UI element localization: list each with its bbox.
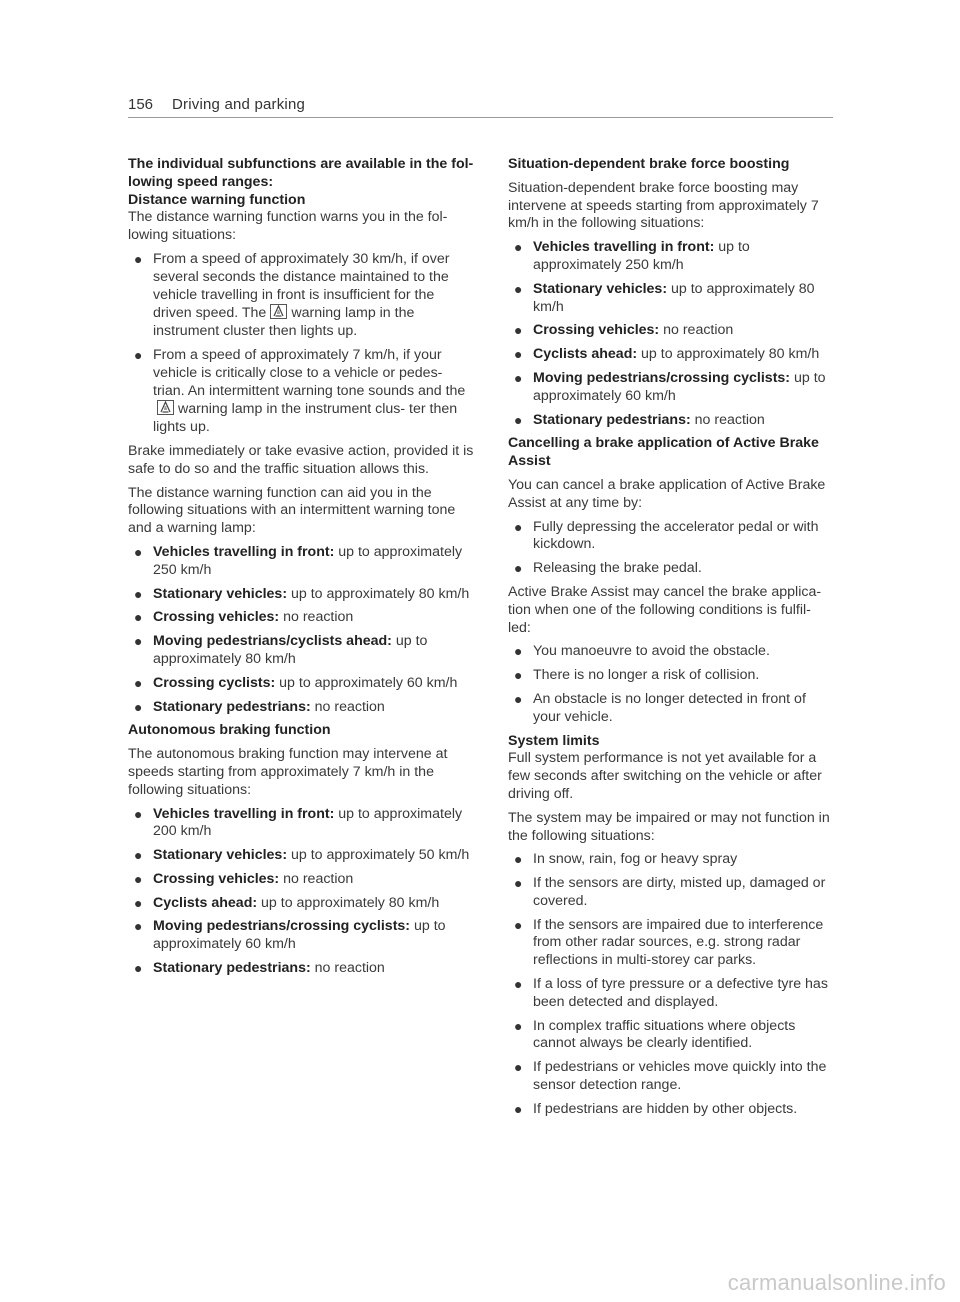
bullet-dot-icon: ● — [134, 674, 143, 691]
list-item — [128, 251, 475, 341]
list-item-text: no reaction — [310, 698, 385, 715]
system-limits-list — [508, 851, 834, 1118]
list-item — [128, 633, 475, 669]
distance-warning-speeds-list — [128, 544, 475, 716]
list-item-text: no reaction — [279, 870, 354, 887]
autonomous-braking-list — [128, 806, 475, 978]
list-item-label: Cyclists ahead: — [533, 346, 638, 363]
list-item — [128, 895, 475, 913]
cancel-brake-intro: You can cancel a brake application of Active Brake Assist at any time by: — [508, 476, 826, 511]
system-limits-text: Full system performance is not yet available for a few seconds after switching on the vehicle or after driving off. — [508, 750, 822, 802]
list-item-text: no reaction — [659, 322, 734, 339]
list-item-text: up to approximately 200 km/h — [153, 805, 463, 840]
list-item-text: There is no longer a risk of collision. — [533, 667, 760, 684]
bullet-dot-icon: ● — [514, 280, 523, 297]
list-item-text: up to approximately 250 km/h — [153, 543, 463, 578]
bullet-dot-icon: ● — [514, 1059, 523, 1076]
bullet-dot-icon: ● — [514, 667, 523, 684]
list-item-text: warning lamp in the instrument cluster then lights up. — [153, 305, 415, 340]
list-item-text: no reaction — [690, 411, 765, 428]
list-item — [508, 281, 834, 317]
left-column — [128, 156, 475, 984]
autonomous-braking-heading: Autonomous braking function — [128, 722, 331, 739]
list-item — [508, 519, 834, 555]
list-item-label: Stationary vehicles: — [153, 847, 288, 864]
list-item-text: In complex traffic situations where objects cannot always be clearly identified. — [533, 1017, 796, 1052]
list-item-text: Releasing the brake pedal. — [533, 560, 702, 577]
speed-ranges-heading-line2: lowing speed ranges: — [128, 173, 274, 190]
bullet-dot-icon: ● — [134, 633, 143, 650]
brake-force-boosting-heading: Situation-dependent brake force boosting — [508, 156, 790, 172]
list-item-text: From a speed of approximately 7 km/h, if your vehicle is critically close to a vehicle or pedes- trian. An intermittent warning tone sounds and the — [153, 346, 466, 399]
distance-warning-aid-text: The distance warning function can aid you in the following situations with an intermittent warning tone and a warning lamp: — [128, 484, 456, 537]
autonomous-braking-intro: The autonomous braking function may intervene at speeds starting from approximately 7 km/h in the following situations: — [128, 746, 448, 798]
distance-warning-list — [128, 251, 475, 437]
bullet-dot-icon: ● — [514, 1017, 523, 1034]
list-item — [508, 691, 834, 727]
bullet-dot-icon: ● — [514, 518, 523, 535]
list-item-text: up to approximately 80 km/h — [637, 346, 820, 363]
bullet-dot-icon: ● — [134, 870, 143, 887]
list-item-text: up to approximately 80 km/h — [153, 633, 428, 667]
list-item-text: Fully depressing the accelerator pedal or with kickdown. — [533, 518, 819, 553]
list-item — [508, 1018, 834, 1054]
list-item-label: Crossing vehicles: — [533, 322, 660, 339]
brake-advice-text: Brake immediately or take evasive action, provided it is safe to do so and the traffic situation allows this. — [128, 442, 474, 477]
list-item-text: If pedestrians or vehicles move quickly into the sensor detection range. — [533, 1059, 827, 1094]
bullet-dot-icon: ● — [134, 609, 143, 626]
page-header — [128, 96, 833, 118]
list-item — [508, 1059, 834, 1095]
list-item — [508, 560, 834, 578]
brake-force-boosting-list — [508, 239, 834, 429]
list-item-label: Stationary vehicles: — [153, 585, 288, 602]
bullet-dot-icon: ● — [514, 239, 523, 256]
list-item-text: up to approximately 250 km/h — [533, 239, 750, 273]
list-item-label: Crossing cyclists: — [153, 674, 276, 691]
page-number: 156 — [128, 96, 154, 113]
bullet-dot-icon: ● — [514, 346, 523, 363]
list-item — [128, 871, 475, 889]
list-item — [508, 643, 834, 661]
list-item-label: Vehicles travelling in front: — [153, 805, 335, 822]
list-item-label: Crossing vehicles: — [153, 609, 280, 626]
list-item-text: up to approximately 60 km/h — [533, 369, 826, 404]
list-item — [128, 586, 475, 604]
bullet-dot-icon: ● — [514, 411, 523, 428]
list-item — [128, 544, 475, 580]
system-limits-intro: The system may be impaired or may not function in the following situations: — [508, 809, 830, 844]
bullet-dot-icon: ● — [134, 918, 143, 935]
auto-cancel-text: Active Brake Assist may cancel the brake applica- tion when one of the following conditions is fulfil- led: — [508, 583, 822, 636]
list-item — [508, 667, 834, 685]
list-item — [128, 699, 475, 717]
list-item-text: up to approximately 60 km/h — [275, 674, 458, 691]
bullet-dot-icon: ● — [514, 976, 523, 993]
list-item-text: no reaction — [310, 960, 385, 977]
bullet-dot-icon: ● — [514, 322, 523, 339]
list-item — [508, 322, 834, 340]
list-item-label: Cyclists ahead: — [153, 894, 258, 911]
list-item — [128, 609, 475, 627]
distance-warning-intro: The distance warning function warns you in the fol- lowing situations: — [128, 209, 448, 244]
list-item-label: Stationary pedestrians: — [153, 698, 311, 715]
list-item-text: If a loss of tyre pressure or a defective tyre has been detected and displayed. — [533, 976, 828, 1010]
list-item-text: You manoeuvre to avoid the obstacle. — [533, 643, 770, 660]
bullet-dot-icon: ● — [514, 916, 523, 933]
list-item — [128, 675, 475, 693]
bullet-dot-icon: ● — [514, 369, 523, 386]
list-item-text: no reaction — [279, 609, 354, 626]
list-item-label: Moving pedestrians/crossing cyclists: — [153, 918, 411, 935]
cancel-brake-heading: Cancelling a brake application of Active Brake Assist — [508, 435, 819, 470]
bullet-dot-icon: ● — [134, 346, 143, 363]
bullet-dot-icon: ● — [134, 250, 143, 267]
bullet-dot-icon: ● — [514, 690, 523, 707]
bullet-dot-icon: ● — [514, 875, 523, 892]
bullet-dot-icon: ● — [134, 847, 143, 864]
header-divider — [128, 117, 833, 118]
bullet-dot-icon: ● — [134, 805, 143, 822]
brake-force-boosting-intro: Situation-dependent brake force boosting may intervene at speeds starting from approximately 7 km/h in the following situations: — [508, 179, 819, 232]
list-item-text: warning lamp in the instrument clus- ter then lights up. — [153, 401, 458, 436]
cancel-brake-list — [508, 519, 834, 578]
distance-warning-icon — [270, 304, 287, 319]
list-item-text: In snow, rain, fog or heavy spray — [533, 851, 738, 868]
list-item-label: Moving pedestrians/cyclists ahead: — [153, 633, 392, 650]
distance-warning-heading: Distance warning function — [128, 191, 306, 208]
bullet-dot-icon: ● — [134, 698, 143, 715]
site-watermark: carmanualsonline.info — [727, 1270, 946, 1295]
list-item-text: If pedestrians are hidden by other objects. — [533, 1100, 798, 1117]
list-item — [128, 960, 475, 978]
list-item — [508, 851, 834, 869]
list-item-text: up to approximately 80 km/h — [533, 280, 815, 315]
list-item-label: Vehicles travelling in front: — [533, 239, 715, 256]
bullet-dot-icon: ● — [514, 851, 523, 868]
list-item — [128, 847, 475, 865]
list-item-label: Moving pedestrians/crossing cyclists: — [533, 369, 791, 386]
list-item — [508, 412, 834, 430]
right-column — [508, 156, 834, 1125]
bullet-dot-icon: ● — [134, 585, 143, 602]
list-item-label: Stationary vehicles: — [533, 280, 668, 297]
bullet-dot-icon: ● — [514, 1100, 523, 1117]
list-item — [508, 239, 834, 275]
list-item-text: up to approximately 50 km/h — [287, 847, 470, 864]
cancel-conditions-list — [508, 643, 834, 726]
section-title: Driving and parking — [172, 96, 306, 113]
list-item — [508, 917, 834, 970]
list-item-text: An obstacle is no longer detected in front of your vehicle. — [533, 690, 806, 725]
list-item-text: up to approximately 60 km/h — [153, 918, 446, 953]
list-item-text: up to approximately 80 km/h — [257, 894, 440, 911]
list-item — [128, 347, 475, 437]
list-item-label: Vehicles travelling in front: — [153, 543, 335, 560]
speed-ranges-heading-line1: The individual subfunctions are available in the fol- — [128, 156, 474, 172]
list-item-label: Stationary pedestrians: — [153, 960, 311, 977]
list-item-label: Stationary pedestrians: — [533, 411, 691, 428]
list-item — [128, 918, 475, 954]
bullet-dot-icon: ● — [514, 560, 523, 577]
distance-warning-icon — [157, 400, 174, 415]
list-item-label: Crossing vehicles: — [153, 870, 280, 887]
system-limits-heading: System limits — [508, 732, 600, 749]
list-item — [128, 806, 475, 842]
list-item — [508, 976, 834, 1012]
bullet-dot-icon: ● — [134, 894, 143, 911]
list-item-text: If the sensors are impaired due to interference from other radar sources, e.g. strong radar reflections in multi-storey car parks. — [533, 916, 824, 969]
list-item — [508, 875, 834, 911]
bullet-dot-icon: ● — [134, 960, 143, 977]
list-item — [508, 346, 834, 364]
bullet-dot-icon: ● — [514, 643, 523, 660]
list-item — [508, 1101, 834, 1119]
list-item — [508, 370, 834, 406]
list-item-text: up to approximately 80 km/h — [287, 585, 470, 602]
list-item-text: If the sensors are dirty, misted up, damaged or covered. — [533, 875, 826, 909]
list-item-text: From a speed of approximately 30 km/h, if over several seconds the distance maintained to the vehicle travelling in front is insufficient for the driven speed. The — [153, 250, 450, 322]
bullet-dot-icon: ● — [134, 543, 143, 560]
